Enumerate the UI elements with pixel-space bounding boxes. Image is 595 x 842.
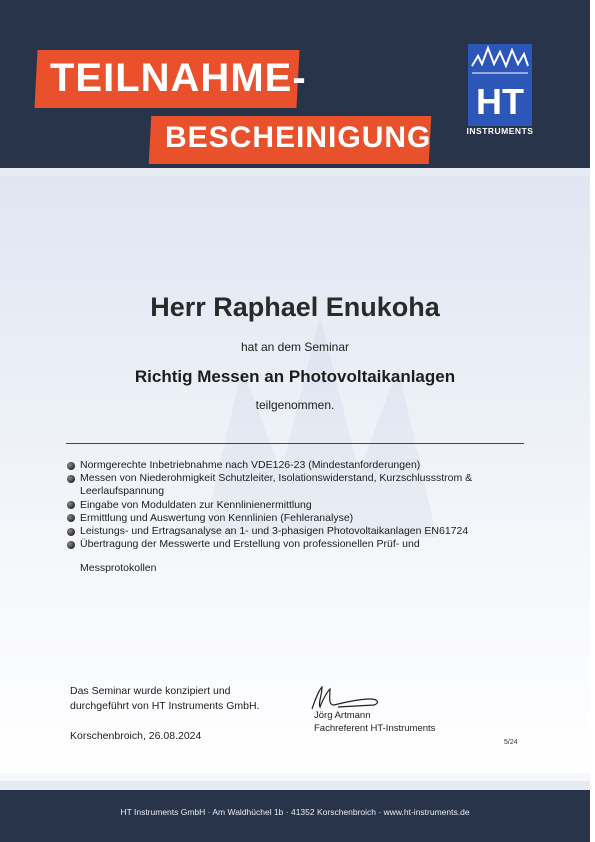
footer-address: HT Instruments GmbH · Am Waldhüchel 1b · 41352 Korschenbroich · www.ht-instruments.de bbox=[120, 807, 470, 817]
list-item: Eingabe von Moduldaten zur Kennlinienermittlung bbox=[66, 499, 536, 512]
header-stripe bbox=[0, 168, 590, 176]
list-item: Ermittlung und Auswertung von Kennlinien (Fehleranalyse) bbox=[66, 512, 536, 525]
participation-line: hat an dem Seminar bbox=[240, 340, 350, 354]
topic-list bbox=[66, 459, 536, 576]
organizer-line-1: Das Seminar wurde konzipiert und bbox=[70, 685, 231, 697]
page-edge bbox=[590, 0, 595, 842]
ht-logo-icon bbox=[462, 40, 538, 140]
certificate-title-line1: TEILNAHME- bbox=[50, 56, 307, 100]
divider bbox=[66, 443, 524, 444]
logo-wordmark: INSTRUMENTS bbox=[466, 126, 534, 136]
certificate-title-line2: BESCHEINIGUNG bbox=[165, 121, 432, 154]
organizer-line-2: durchgeführt von HT Instruments GmbH. bbox=[70, 700, 260, 712]
bullet-icon bbox=[67, 514, 75, 522]
document-code: 5/24 bbox=[504, 739, 518, 746]
logo-mark: HT bbox=[476, 81, 524, 122]
signer-role: Fachreferent HT-Instruments bbox=[314, 723, 436, 734]
list-item: Übertragung der Messwerte und Erstellung von professionellen Prüf- und Messprotokollen bbox=[66, 538, 536, 575]
bullet-icon bbox=[67, 541, 75, 549]
course-title: Richtig Messen an Photovoltaikanlagen bbox=[134, 367, 456, 386]
participation-line-end: teilgenommen. bbox=[255, 398, 335, 412]
list-item: Normgerechte Inbetriebnahme nach VDE126-23 (Mindestanforderungen) bbox=[66, 459, 536, 472]
participant-name: Herr Raphael Enukoha bbox=[150, 292, 440, 322]
bullet-icon bbox=[67, 501, 75, 509]
bullet-icon bbox=[67, 462, 75, 470]
list-item: Messen von Niederohmigkeit Schutzleiter, Isolationswiderstand, Kurzschlussstrom & Leerlaufspannung bbox=[66, 472, 536, 498]
footer-stripe bbox=[0, 781, 590, 790]
signer-name: Jörg Artmann bbox=[314, 710, 371, 721]
signature-icon bbox=[308, 683, 388, 713]
list-item: Leistungs- und Ertragsanalyse an 1- und 3-phasigen Photovoltaikanlagen EN61724 bbox=[66, 525, 536, 538]
bullet-icon bbox=[67, 475, 75, 483]
bullet-icon bbox=[67, 528, 75, 536]
list-item-continuation: Messprotokollen bbox=[80, 562, 157, 575]
place-date: Korschenbroich, 26.08.2024 bbox=[70, 730, 202, 742]
